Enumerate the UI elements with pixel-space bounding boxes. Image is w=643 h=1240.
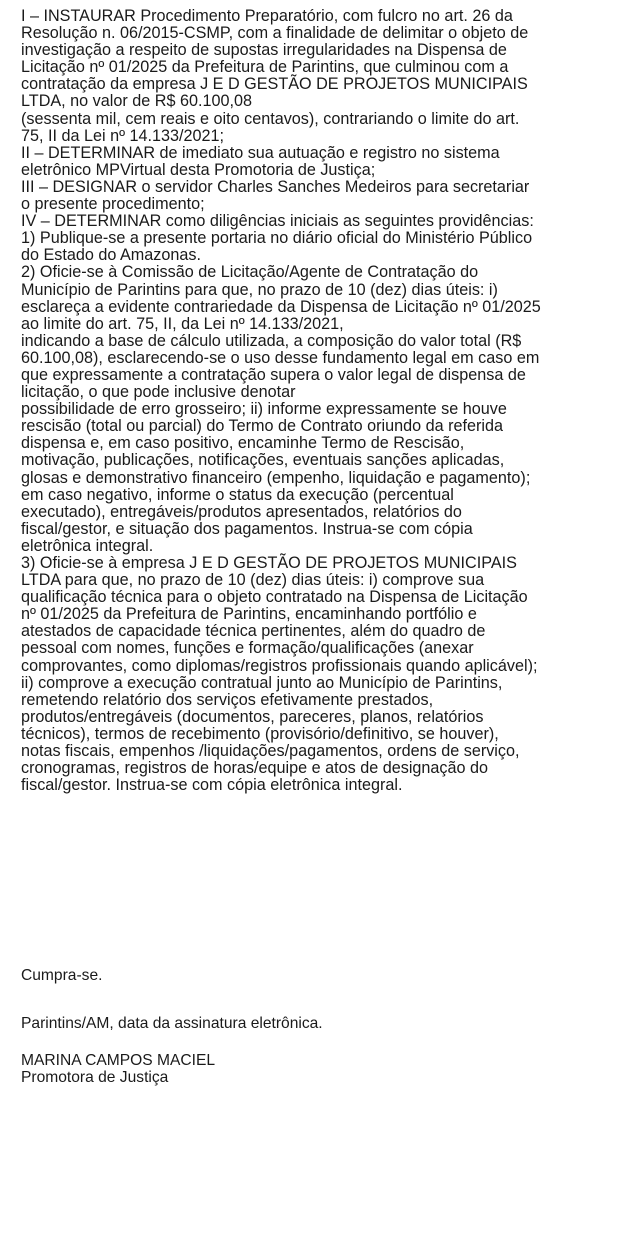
body-line: pessoal com nomes, funções e formação/qualificações (anexar: [21, 639, 474, 658]
document-body: [21, 8, 587, 794]
body-line: II – DETERMINAR de imediato sua autuação e registro no sistema: [21, 143, 500, 162]
cumpra-se-text: Cumpra-se.: [21, 967, 103, 984]
body-line: 3) Oficie-se à empresa J E D GESTÃO DE PROJETOS MUNICIPAIS: [21, 554, 517, 572]
body-line: indicando a base de cálculo utilizada, a composição do valor total (R$: [21, 331, 522, 350]
body-line: Município de Parintins para que, no prazo de 10 (dez) dias úteis: i): [21, 280, 498, 299]
body-line: o presente procedimento;: [21, 195, 205, 214]
body-line: Licitação nº 01/2025 da Prefeitura de Parintins, que culminou com a: [21, 58, 509, 77]
body-line: produtos/entregáveis (documentos, pareceres, planos, relatórios: [21, 707, 484, 726]
body-line: do Estado do Amazonas.: [21, 246, 201, 265]
body-line: notas fiscais, empenhos /liquidações/pagamentos, ordens de serviço,: [21, 742, 520, 761]
body-line: 2) Oficie-se à Comissão de Licitação/Agente de Contratação do: [21, 263, 479, 282]
body-line: atestados de capacidade técnica pertinentes, além do quadro de: [21, 622, 486, 641]
body-line: possibilidade de erro grosseiro; ii) informe expressamente se houve: [21, 400, 507, 419]
body-line: eletrônica integral.: [21, 536, 154, 555]
place-date: [21, 1015, 611, 1032]
body-line: fiscal/gestor. Instrua-se com cópia eletrônica integral.: [21, 776, 403, 795]
body-line: glosas e demonstrativo financeiro (empenho, liquidação e pagamento);: [21, 468, 531, 487]
body-line: III – DESIGNAR o servidor Charles Sanches Medeiros para secretariar: [21, 177, 530, 196]
body-line: LTDA para que, no prazo de 10 (dez) dias úteis: i) comprove sua: [21, 571, 485, 590]
body-line: qualificação técnica para o objeto contratado na Dispensa de Licitação: [21, 588, 528, 607]
body-line: ii) comprove a execução contratual junto ao Município de Parintins,: [21, 673, 503, 692]
body-line: I – INSTAURAR Procedimento Preparatório, com fulcro no art. 26 da: [21, 7, 513, 25]
body-line: ao limite do art. 75, II, da Lei nº 14.133/2021,: [21, 314, 344, 333]
body-line: LTDA, no valor de R$ 60.100,08: [21, 92, 252, 111]
body-line: em caso negativo, informe o status da execução (percentual: [21, 485, 454, 504]
body-line: eletrônico MPVirtual desta Promotoria de Justiça;: [21, 160, 376, 179]
body-line: esclareça a evidente contrariedade da Dispensa de Licitação nº 01/2025: [21, 297, 541, 316]
body-line: que expressamente a contratação supera o valor legal de dispensa de: [21, 365, 526, 384]
body-line: comprovantes, como diplomas/registros profissionais quando aplicável);: [21, 656, 538, 675]
body-line: (sessenta mil, cem reais e oito centavos), contrariando o limite do art.: [21, 109, 520, 128]
body-line: dispensa e, em caso positivo, encaminhe Termo de Rescisão,: [21, 434, 465, 453]
body-line: 1) Publique-se a presente portaria no diário oficial do Ministério Público: [21, 229, 533, 248]
body-line: Resolução n. 06/2015-CSMP, com a finalidade de delimitar o objeto de: [21, 24, 529, 43]
body-line: técnicos), termos de recebimento (provisório/definitivo, se houver),: [21, 724, 499, 743]
body-line: investigação a respeito de supostas irregularidades na Dispensa de: [21, 41, 507, 60]
body-line: 75, II da Lei nº 14.133/2021;: [21, 126, 225, 145]
body-line: motivação, publicações, notificações, eventuais sanções aplicadas,: [21, 451, 505, 470]
body-line: cronogramas, registros de horas/equipe e atos de designação do: [21, 759, 489, 778]
body-line: rescisão (total ou parcial) do Termo de Contrato oriundo da referida: [21, 417, 503, 436]
signer-name: MARINA CAMPOS MACIEL: [21, 1052, 216, 1069]
body-line: 60.100,08), esclarecendo-se o uso desse fundamento legal em caso em: [21, 348, 540, 367]
body-line: executado), entregáveis/produtos apresentados, relatórios do: [21, 502, 462, 521]
signature-block: [21, 1052, 611, 1086]
body-line: remetendo relatório dos serviços efetivamente prestados,: [21, 690, 434, 709]
body-line: IV – DETERMINAR como diligências iniciais as seguintes providências:: [21, 212, 534, 231]
closing-statement: [21, 967, 611, 984]
body-line: licitação, o que pode inclusive denotar: [21, 383, 296, 402]
signer-role: Promotora de Justiça: [21, 1069, 169, 1086]
body-line: contratação da empresa J E D GESTÃO DE PROJETOS MUNICIPAIS: [21, 75, 528, 94]
body-line: nº 01/2025 da Prefeitura de Parintins, encaminhando portfólio e: [21, 605, 477, 624]
place-date-text: Parintins/AM, data da assinatura eletrônica.: [21, 1015, 323, 1032]
body-line: fiscal/gestor, e situação dos pagamentos. Instrua-se com cópia: [21, 519, 473, 538]
